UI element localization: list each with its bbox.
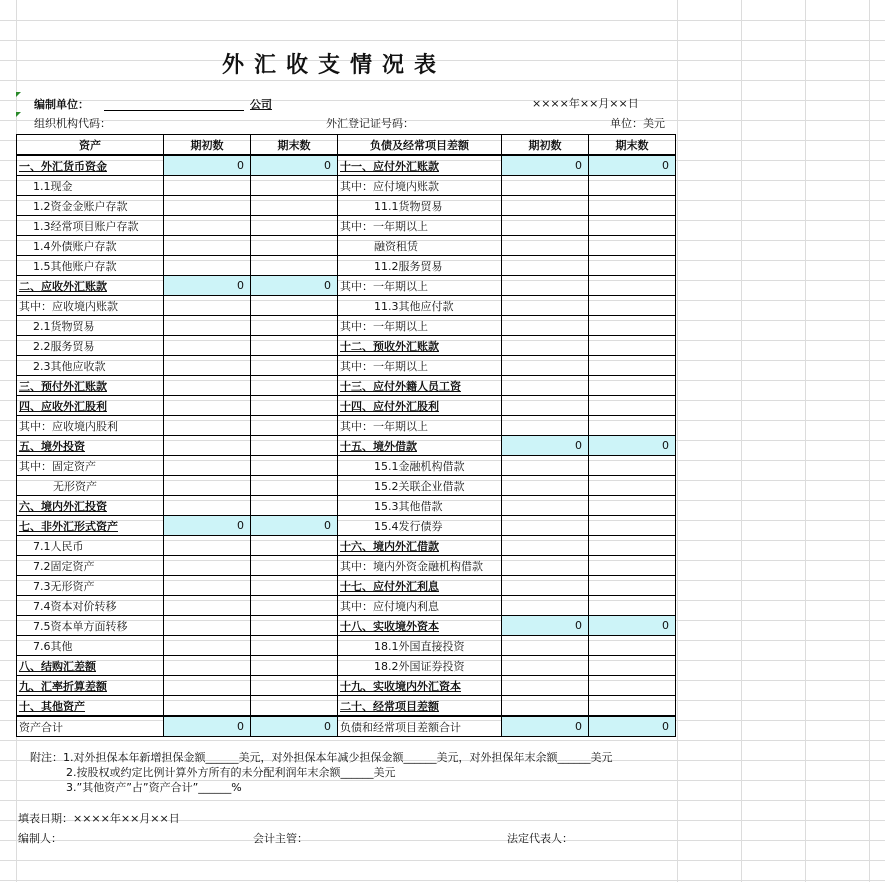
currency-label: 单位：美元 xyxy=(610,117,665,130)
liability-label-cell[interactable]: 十八、实收境外资本 xyxy=(338,616,502,636)
value-cell[interactable] xyxy=(502,576,589,596)
asset-label-cell[interactable]: 7.5资本单方面转移 xyxy=(17,616,164,636)
col-end: 期末数 xyxy=(251,135,338,156)
liability-label-cell[interactable]: 15.3其他借款 xyxy=(338,496,502,516)
value-cell[interactable] xyxy=(589,356,676,376)
value-cell[interactable] xyxy=(502,636,589,656)
value-cell[interactable] xyxy=(589,276,676,296)
grid-row-line xyxy=(0,120,885,121)
value-cell[interactable] xyxy=(589,196,676,216)
asset-label-cell[interactable]: 其中：固定资产 xyxy=(17,456,164,476)
liability-label-cell[interactable]: 负债和经常项目差额合计 xyxy=(338,716,502,737)
value-cell[interactable]: 0 xyxy=(589,155,676,176)
table-row xyxy=(17,696,676,717)
value-cell[interactable] xyxy=(589,296,676,316)
value-cell[interactable] xyxy=(502,516,589,536)
value-cell[interactable] xyxy=(251,376,338,396)
liability-label-cell[interactable]: 11.1货物贸易 xyxy=(338,196,502,216)
table-row xyxy=(17,216,676,236)
value-cell[interactable] xyxy=(251,416,338,436)
asset-label-cell[interactable]: 其中：应收境内账款 xyxy=(17,296,164,316)
value-cell[interactable] xyxy=(164,316,251,336)
value-cell[interactable] xyxy=(251,556,338,576)
value-cell[interactable] xyxy=(251,696,338,717)
table-row xyxy=(17,616,676,636)
value-cell[interactable] xyxy=(251,196,338,216)
org-code-label: 组织机构代码： xyxy=(34,117,111,130)
liability-label-cell[interactable]: 其中：一年期以上 xyxy=(338,316,502,336)
liability-label-cell[interactable]: 十九、实收境内外汇资本 xyxy=(338,676,502,696)
value-cell[interactable] xyxy=(589,596,676,616)
liability-label-cell[interactable]: 其中：境内外资金融机构借款 xyxy=(338,556,502,576)
value-cell[interactable] xyxy=(251,316,338,336)
asset-label-cell[interactable]: 1.3经常项目账户存款 xyxy=(17,216,164,236)
asset-label-cell[interactable]: 1.2资金金账户存款 xyxy=(17,196,164,216)
col-assets: 资产 xyxy=(17,135,164,156)
value-cell[interactable] xyxy=(251,536,338,556)
value-cell[interactable] xyxy=(502,456,589,476)
value-cell[interactable] xyxy=(589,216,676,236)
unit-blank-line xyxy=(104,110,244,111)
unit-label: 编制单位： xyxy=(34,98,89,111)
table-row xyxy=(17,556,676,576)
grid-row-line xyxy=(0,840,885,841)
grid-row-line xyxy=(0,860,885,861)
value-cell[interactable] xyxy=(502,676,589,696)
cell-comment-marker xyxy=(16,92,21,97)
legal-rep-label: 法定代表人： xyxy=(507,832,573,845)
table-row xyxy=(17,155,676,176)
value-cell[interactable] xyxy=(164,356,251,376)
value-cell[interactable] xyxy=(502,556,589,576)
value-cell[interactable] xyxy=(251,256,338,276)
liability-label-cell[interactable]: 其中：一年期以上 xyxy=(338,416,502,436)
grid-row-line xyxy=(0,800,885,801)
value-cell[interactable] xyxy=(502,396,589,416)
value-cell[interactable] xyxy=(589,516,676,536)
liability-label-cell[interactable]: 十五、境外借款 xyxy=(338,436,502,456)
value-cell[interactable] xyxy=(251,576,338,596)
value-cell[interactable] xyxy=(589,376,676,396)
value-cell[interactable]: 0 xyxy=(164,516,251,536)
table-row xyxy=(17,176,676,196)
value-cell[interactable] xyxy=(164,636,251,656)
liability-label-cell[interactable]: 11.3其他应付款 xyxy=(338,296,502,316)
value-cell[interactable] xyxy=(251,236,338,256)
value-cell[interactable]: 0 xyxy=(502,616,589,636)
grid-row-line xyxy=(0,80,885,81)
value-cell[interactable] xyxy=(502,296,589,316)
col-liabilities: 负债及经常项目差额 xyxy=(338,135,502,156)
value-cell[interactable] xyxy=(251,396,338,416)
value-cell[interactable] xyxy=(164,536,251,556)
grid-col-line xyxy=(805,0,806,882)
note-line-3: 3.”其他资产”占”资产合计”______% xyxy=(66,781,242,794)
value-cell[interactable] xyxy=(502,196,589,216)
value-cell[interactable] xyxy=(251,476,338,496)
value-cell[interactable] xyxy=(251,616,338,636)
value-cell[interactable] xyxy=(164,596,251,616)
value-cell[interactable] xyxy=(502,256,589,276)
value-cell[interactable] xyxy=(589,236,676,256)
asset-label-cell[interactable]: 四、应收外汇股利 xyxy=(17,396,164,416)
asset-label-cell[interactable]: 1.5其他账户存款 xyxy=(17,256,164,276)
value-cell[interactable] xyxy=(164,476,251,496)
value-cell[interactable] xyxy=(164,436,251,456)
asset-label-cell[interactable]: 其中：应收境内股利 xyxy=(17,416,164,436)
cell-comment-marker xyxy=(16,112,21,117)
value-cell[interactable] xyxy=(164,656,251,676)
report-date: ××××年××月××日 xyxy=(532,97,639,110)
asset-label-cell[interactable]: 2.2服务贸易 xyxy=(17,336,164,356)
value-cell[interactable] xyxy=(251,656,338,676)
value-cell[interactable] xyxy=(164,296,251,316)
grid-row-line xyxy=(0,740,885,741)
value-cell[interactable] xyxy=(251,636,338,656)
value-cell[interactable] xyxy=(589,696,676,717)
value-cell[interactable] xyxy=(251,356,338,376)
liability-label-cell[interactable]: 其中：应付境内利息 xyxy=(338,596,502,616)
asset-label-cell[interactable]: 7.1人民币 xyxy=(17,536,164,556)
value-cell[interactable] xyxy=(164,376,251,396)
asset-label-cell[interactable]: 无形资产 xyxy=(17,476,164,496)
value-cell[interactable] xyxy=(164,616,251,636)
table-row xyxy=(17,376,676,396)
value-cell[interactable] xyxy=(251,456,338,476)
value-cell[interactable] xyxy=(589,676,676,696)
liability-label-cell[interactable]: 二十、经常项目差额 xyxy=(338,696,502,717)
company-suffix: 公司 xyxy=(250,98,272,111)
value-cell[interactable]: 0 xyxy=(164,716,251,737)
value-cell[interactable] xyxy=(164,336,251,356)
value-cell[interactable] xyxy=(502,216,589,236)
table-row xyxy=(17,356,676,376)
liability-label-cell[interactable]: 十六、境内外汇借款 xyxy=(338,536,502,556)
table-row xyxy=(17,316,676,336)
value-cell[interactable] xyxy=(589,576,676,596)
value-cell[interactable] xyxy=(502,656,589,676)
fx-statement-table xyxy=(16,134,676,737)
value-cell[interactable] xyxy=(164,176,251,196)
value-cell[interactable]: 0 xyxy=(589,616,676,636)
asset-label-cell[interactable]: 六、境内外汇投资 xyxy=(17,496,164,516)
value-cell[interactable] xyxy=(502,316,589,336)
value-cell[interactable] xyxy=(251,216,338,236)
value-cell[interactable] xyxy=(589,476,676,496)
liability-label-cell[interactable]: 18.2外国证券投资 xyxy=(338,656,502,676)
value-cell[interactable] xyxy=(164,496,251,516)
value-cell[interactable]: 0 xyxy=(251,516,338,536)
table-row xyxy=(17,236,676,256)
asset-label-cell[interactable]: 十、其他资产 xyxy=(17,696,164,717)
value-cell[interactable] xyxy=(164,256,251,276)
asset-label-cell[interactable]: 九、汇率折算差额 xyxy=(17,676,164,696)
liability-label-cell[interactable]: 15.2关联企业借款 xyxy=(338,476,502,496)
value-cell[interactable] xyxy=(502,276,589,296)
value-cell[interactable] xyxy=(502,416,589,436)
grid-col-line xyxy=(677,0,678,882)
value-cell[interactable] xyxy=(164,676,251,696)
table-row xyxy=(17,496,676,516)
value-cell[interactable] xyxy=(164,216,251,236)
liability-label-cell[interactable]: 其中：一年期以上 xyxy=(338,276,502,296)
value-cell[interactable] xyxy=(502,336,589,356)
value-cell[interactable] xyxy=(251,436,338,456)
value-cell[interactable]: 0 xyxy=(251,155,338,176)
value-cell[interactable] xyxy=(164,556,251,576)
value-cell[interactable] xyxy=(251,596,338,616)
grid-row-line xyxy=(0,880,885,881)
value-cell[interactable] xyxy=(251,176,338,196)
table-row xyxy=(17,196,676,216)
table-row xyxy=(17,456,676,476)
table-row xyxy=(17,276,676,296)
asset-label-cell[interactable]: 七、非外汇形式资产 xyxy=(17,516,164,536)
asset-label-cell[interactable]: 一、外汇货币资金 xyxy=(17,155,164,176)
asset-label-cell[interactable]: 八、结购汇差额 xyxy=(17,656,164,676)
value-cell[interactable] xyxy=(251,336,338,356)
value-cell[interactable] xyxy=(589,396,676,416)
value-cell[interactable] xyxy=(589,556,676,576)
asset-label-cell[interactable]: 1.4外债账户存款 xyxy=(17,236,164,256)
page-title: 外汇收支情况表 xyxy=(222,53,447,78)
col-begin: 期初数 xyxy=(164,135,251,156)
liability-label-cell[interactable]: 十一、应付外汇账款 xyxy=(338,155,502,176)
table-row xyxy=(17,516,676,536)
value-cell[interactable] xyxy=(502,496,589,516)
table-row xyxy=(17,716,676,737)
liability-label-cell[interactable]: 其中：一年期以上 xyxy=(338,216,502,236)
value-cell[interactable] xyxy=(589,536,676,556)
value-cell[interactable] xyxy=(164,416,251,436)
asset-label-cell[interactable]: 7.6其他 xyxy=(17,636,164,656)
value-cell[interactable] xyxy=(164,576,251,596)
liability-label-cell[interactable]: 十七、应付外汇利息 xyxy=(338,576,502,596)
table-row xyxy=(17,596,676,616)
liability-label-cell[interactable]: 15.1金融机构借款 xyxy=(338,456,502,476)
table-row xyxy=(17,636,676,656)
value-cell[interactable] xyxy=(502,176,589,196)
table-row xyxy=(17,476,676,496)
value-cell[interactable]: 0 xyxy=(589,436,676,456)
liability-label-cell[interactable]: 融资租赁 xyxy=(338,236,502,256)
value-cell[interactable] xyxy=(589,656,676,676)
col-begin2: 期初数 xyxy=(502,135,589,156)
grid-col-line xyxy=(869,0,870,882)
value-cell[interactable] xyxy=(589,416,676,436)
grid-col-line xyxy=(741,0,742,882)
value-cell[interactable] xyxy=(589,176,676,196)
value-cell[interactable]: 0 xyxy=(164,155,251,176)
asset-label-cell[interactable]: 7.3无形资产 xyxy=(17,576,164,596)
liability-label-cell[interactable]: 其中：应付境内账款 xyxy=(338,176,502,196)
value-cell[interactable] xyxy=(164,396,251,416)
table-row xyxy=(17,296,676,316)
value-cell[interactable] xyxy=(502,356,589,376)
value-cell[interactable]: 0 xyxy=(502,155,589,176)
accounting-label: 会计主管： xyxy=(253,832,308,845)
value-cell[interactable] xyxy=(589,636,676,656)
table-row xyxy=(17,396,676,416)
liability-label-cell[interactable]: 11.2服务贸易 xyxy=(338,256,502,276)
value-cell[interactable] xyxy=(589,256,676,276)
grid-row-line xyxy=(0,100,885,101)
table-row xyxy=(17,676,676,696)
asset-label-cell[interactable]: 1.1现金 xyxy=(17,176,164,196)
note-line-1: 附注：1.对外担保本年新增担保金额______美元，对外担保本年减少担保金额______美元，对外担保年末余额______美元 xyxy=(30,751,613,764)
liability-label-cell[interactable]: 15.4发行债券 xyxy=(338,516,502,536)
value-cell[interactable] xyxy=(502,236,589,256)
value-cell[interactable] xyxy=(589,496,676,516)
preparer-label: 编制人： xyxy=(18,832,62,845)
value-cell[interactable] xyxy=(589,456,676,476)
value-cell[interactable] xyxy=(502,476,589,496)
fill-date: 填表日期：××××年××月××日 xyxy=(18,812,180,825)
value-cell[interactable]: 0 xyxy=(502,436,589,456)
col-end2: 期末数 xyxy=(589,135,676,156)
value-cell[interactable] xyxy=(502,376,589,396)
reg-no-label: 外汇登记证号码： xyxy=(326,117,414,130)
liability-label-cell[interactable]: 十三、应付外籍人员工资 xyxy=(338,376,502,396)
note-line-2: 2.按股权或约定比例计算外方所有的未分配利润年末余额______美元 xyxy=(66,766,396,779)
value-cell[interactable] xyxy=(164,196,251,216)
liability-label-cell[interactable]: 十二、预收外汇账款 xyxy=(338,336,502,356)
value-cell[interactable] xyxy=(589,336,676,356)
value-cell[interactable]: 0 xyxy=(164,276,251,296)
value-cell[interactable] xyxy=(251,496,338,516)
asset-label-cell[interactable]: 五、境外投资 xyxy=(17,436,164,456)
value-cell[interactable] xyxy=(502,536,589,556)
value-cell[interactable] xyxy=(502,696,589,717)
value-cell[interactable] xyxy=(164,696,251,717)
asset-label-cell[interactable]: 7.4资本对价转移 xyxy=(17,596,164,616)
table-header-row xyxy=(17,135,676,156)
value-cell[interactable] xyxy=(251,296,338,316)
value-cell[interactable] xyxy=(589,316,676,336)
table-row xyxy=(17,576,676,596)
liability-label-cell[interactable]: 18.1外国直接投资 xyxy=(338,636,502,656)
value-cell[interactable] xyxy=(251,676,338,696)
table-row xyxy=(17,436,676,456)
table-row xyxy=(17,256,676,276)
value-cell[interactable]: 0 xyxy=(502,716,589,737)
grid-row-line xyxy=(0,20,885,21)
table-row xyxy=(17,336,676,356)
asset-label-cell[interactable]: 三、预付外汇账款 xyxy=(17,376,164,396)
table-row xyxy=(17,416,676,436)
asset-label-cell[interactable]: 2.1货物贸易 xyxy=(17,316,164,336)
value-cell[interactable] xyxy=(502,596,589,616)
liability-label-cell[interactable]: 其中：一年期以上 xyxy=(338,356,502,376)
table-row xyxy=(17,656,676,676)
asset-label-cell[interactable]: 资产合计 xyxy=(17,716,164,737)
asset-label-cell[interactable]: 7.2固定资产 xyxy=(17,556,164,576)
grid-row-line xyxy=(0,40,885,41)
asset-label-cell[interactable]: 二、应收外汇账款 xyxy=(17,276,164,296)
value-cell[interactable]: 0 xyxy=(251,276,338,296)
value-cell[interactable]: 0 xyxy=(251,716,338,737)
value-cell[interactable] xyxy=(164,456,251,476)
table-row xyxy=(17,536,676,556)
asset-label-cell[interactable]: 2.3其他应收款 xyxy=(17,356,164,376)
value-cell[interactable]: 0 xyxy=(589,716,676,737)
liability-label-cell[interactable]: 十四、应付外汇股利 xyxy=(338,396,502,416)
value-cell[interactable] xyxy=(164,236,251,256)
